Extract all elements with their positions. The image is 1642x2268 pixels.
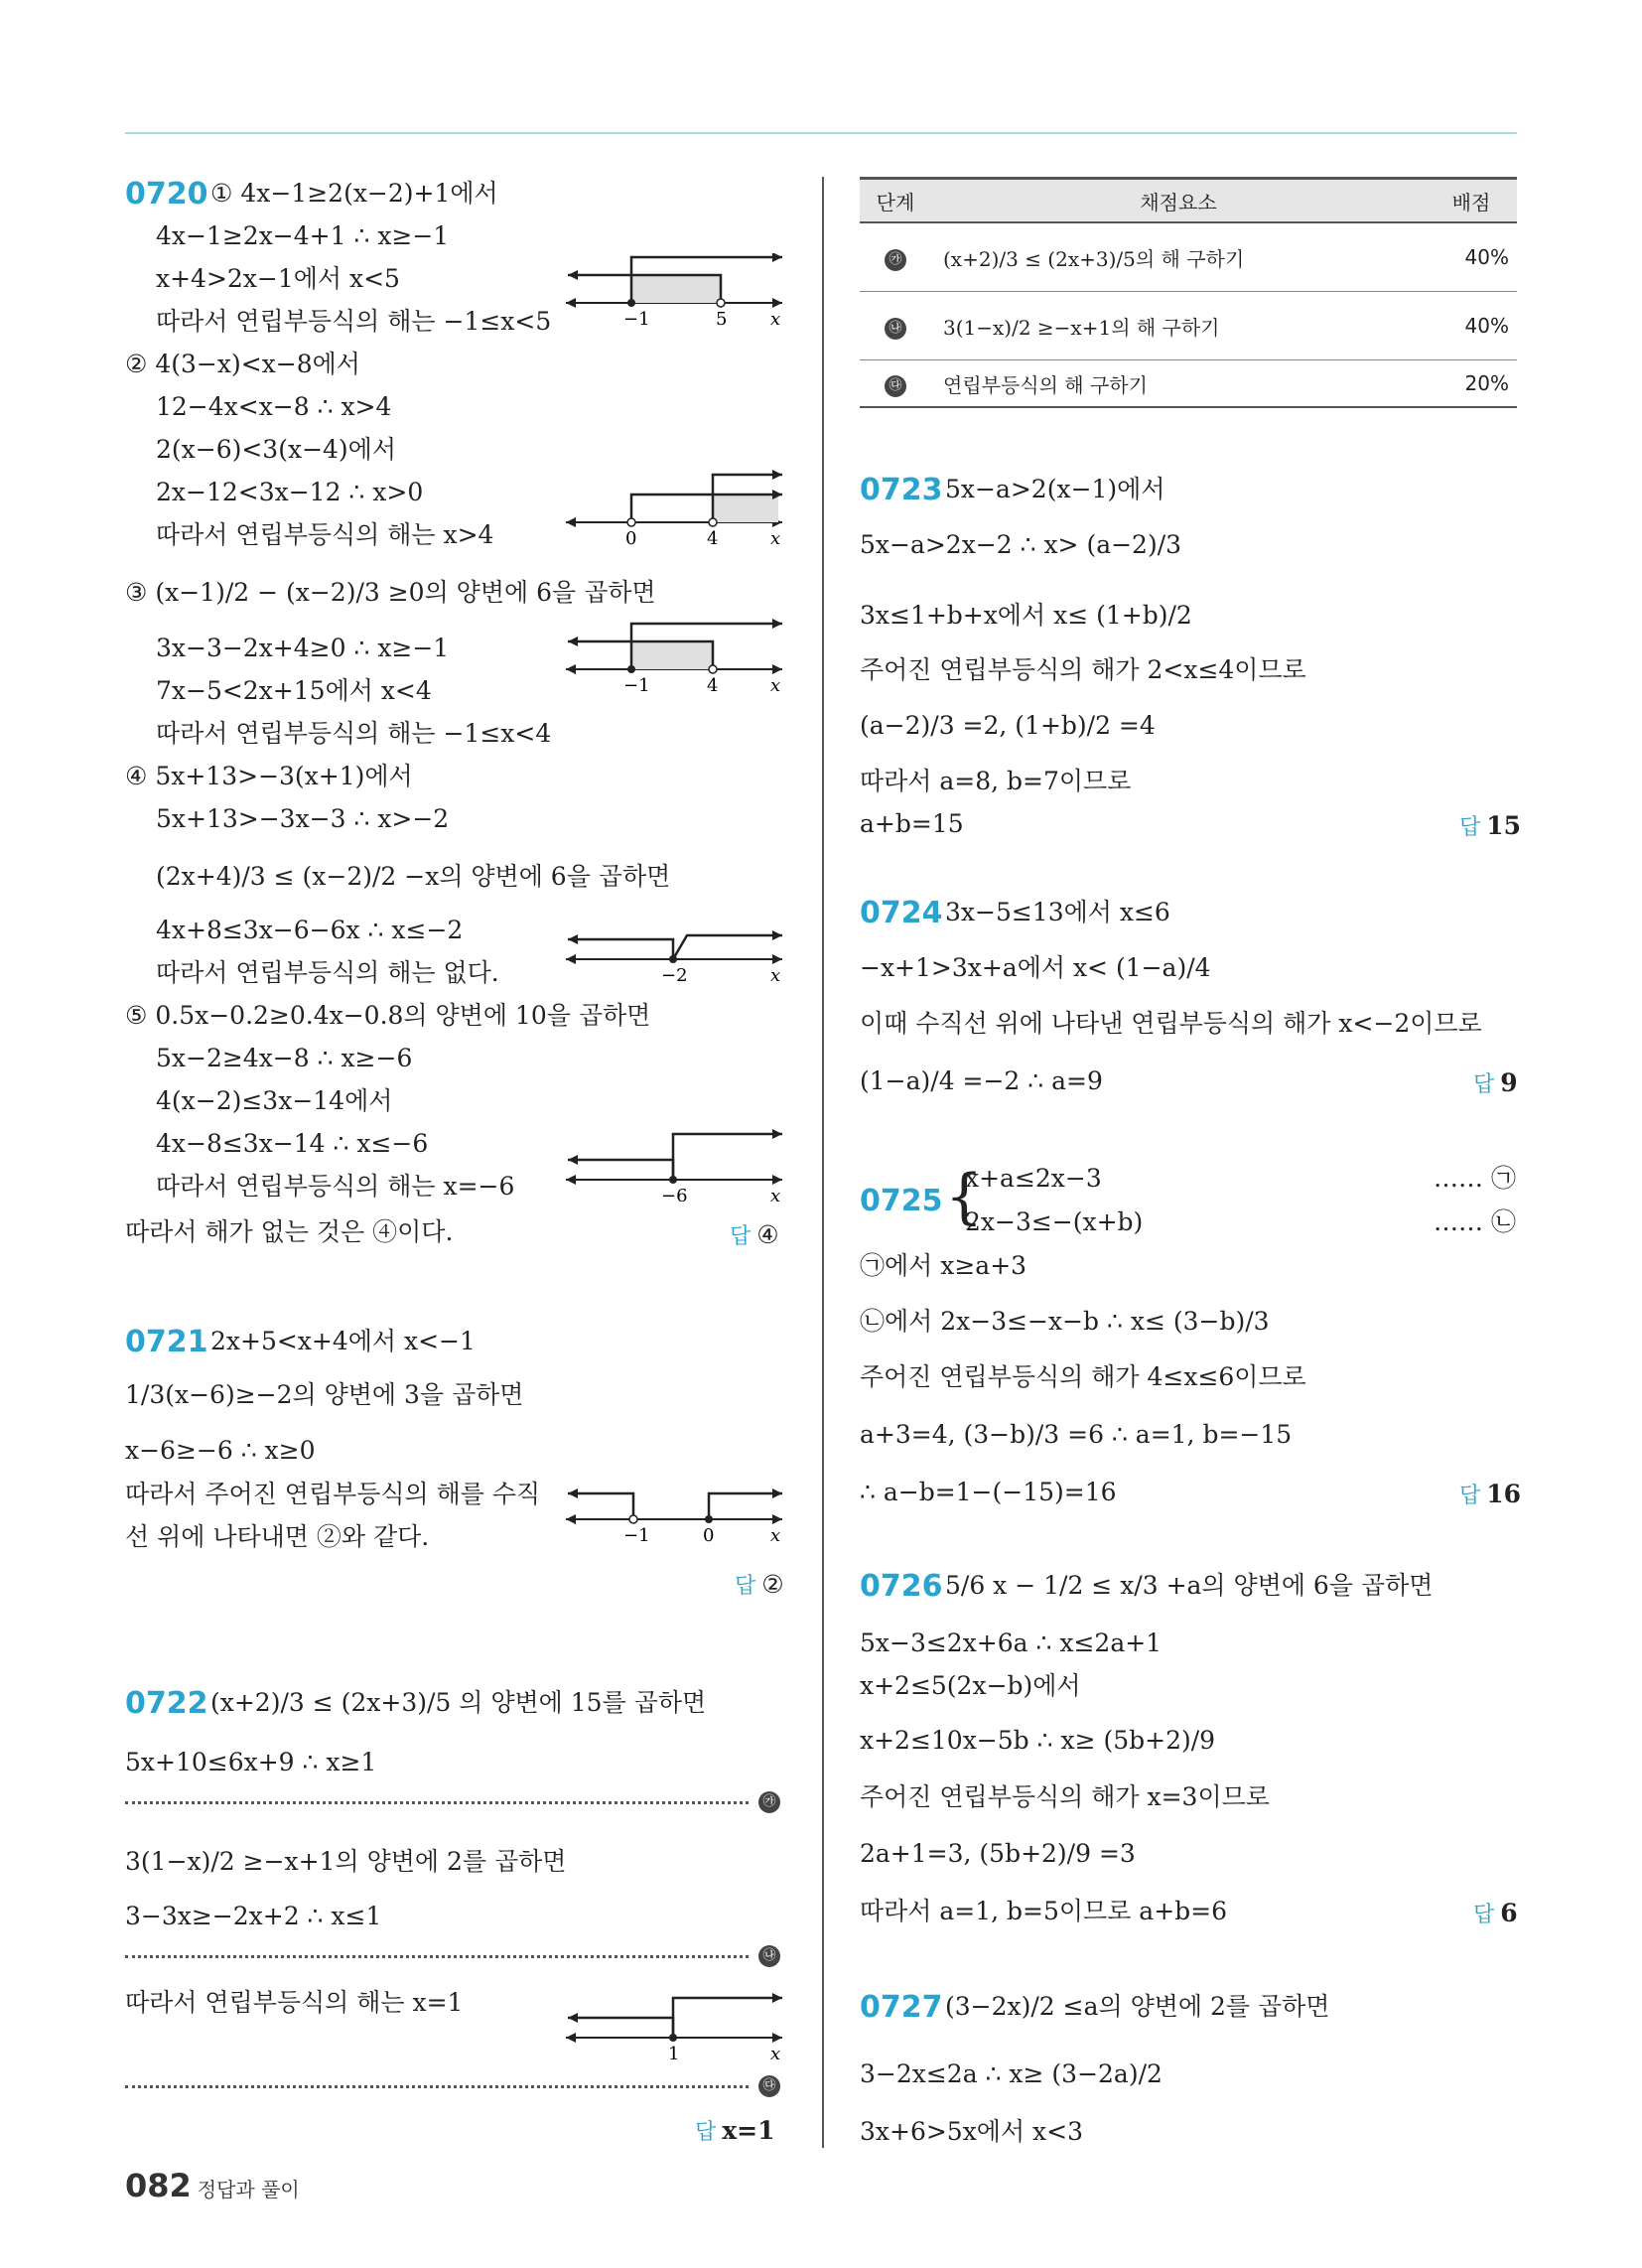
text-line: 따라서 a=1, b=5이므로 a+b=6 — [860, 1897, 1228, 1925]
header-step: 단계 — [860, 179, 931, 223]
text-line: a+b=15 — [860, 809, 964, 838]
text-line: x−6≥−6 ∴ x≥0 — [125, 1436, 316, 1465]
svg-text:x: x — [770, 309, 781, 330]
text-line: (1−a)/4 =−2 ∴ a=9 — [860, 1066, 1103, 1095]
step-mark: ㉯ — [758, 1945, 780, 1967]
answer-0722: 답 x=1 — [695, 2116, 775, 2145]
svg-text:4: 4 — [707, 675, 719, 696]
rubric-item: 3(1−x)/2 ≥−x+1의 해 구하기 — [931, 292, 1426, 360]
text-line: 따라서 연립부등식의 해는 x=−6 — [156, 1172, 515, 1201]
svg-text:−1: −1 — [623, 675, 650, 696]
rubric-score: 40% — [1426, 222, 1517, 292]
problem-number-0723: 0723 — [860, 473, 943, 507]
problem-number-0724: 0724 — [860, 896, 943, 930]
text-line: 2x−12<3x−12 ∴ x>0 — [156, 478, 424, 506]
svg-text:x: x — [770, 1525, 781, 1543]
text-line: ① 4x−1≥2(x−2)+1에서 — [210, 179, 498, 208]
problem-number-0727: 0727 — [860, 1990, 943, 2025]
brace: { — [945, 1162, 984, 1231]
number-line-3 — [562, 618, 786, 697]
number-line-0722 — [562, 1988, 786, 2067]
text-line: −x+1>3x+a에서 x< (1−a)/4 — [860, 953, 1211, 982]
page-number: 082 — [125, 2167, 192, 2204]
number-line-4 — [562, 914, 786, 983]
text-line: 4x−8≤3x−14 ∴ x≤−6 — [156, 1129, 429, 1158]
text-line: x+2≤5(2x−b)에서 — [860, 1671, 1081, 1700]
answer-0720: 답 ④ — [730, 1220, 779, 1249]
text-line: 3x+6>5x에서 x<3 — [860, 2117, 1084, 2146]
text-line: (a−2)/3 =2, (1+b)/2 =4 — [860, 711, 1156, 740]
text-line: (x+2)/3 ≤ (2x+3)/5 의 양변에 15를 곱하면 — [210, 1688, 707, 1717]
text-line: 12−4x<x−8 ∴ x>4 — [156, 392, 392, 421]
text-line: 3−3x≥−2x+2 ∴ x≤1 — [125, 1902, 382, 1930]
svg-text:x: x — [770, 965, 781, 983]
text-line: ② 4(3−x)<x−8에서 — [125, 350, 360, 378]
text-line: x+4>2x−1에서 x<5 — [156, 264, 400, 293]
svg-text:x: x — [770, 675, 781, 696]
svg-text:x: x — [770, 528, 781, 546]
text-line: 4x+8≤3x−6−6x ∴ x≤−2 — [156, 916, 464, 944]
equation-tag: …… ㉡ — [1434, 1207, 1516, 1236]
number-line-5 — [562, 1122, 786, 1202]
text-line: 1/3(x−6)≥−2의 양변에 3을 곱하면 — [125, 1380, 524, 1409]
text-line: 따라서 연립부등식의 해는 −1≤x<5 — [156, 307, 552, 336]
rubric-item: (x+2)/3 ≤ (2x+3)/5의 해 구하기 — [931, 222, 1426, 292]
text-line: 3(1−x)/2 ≥−x+1의 양변에 2를 곱하면 — [125, 1847, 567, 1876]
footer-title: 정답과 풀이 — [197, 2178, 300, 2201]
text-line: ⑤ 0.5x−0.2≥0.4x−0.8의 양변에 10을 곱하면 — [125, 1001, 651, 1030]
step-mark: ㉰ — [758, 2075, 780, 2097]
text-line: 5x−a>2(x−1)에서 — [945, 475, 1165, 503]
text-line: 2(x−6)<3(x−4)에서 — [156, 435, 396, 464]
text-line: 따라서 해가 없는 것은 ④이다. — [125, 1217, 454, 1246]
answer-0721: 답 ② — [735, 1570, 784, 1599]
rubric-table — [860, 177, 1517, 408]
text-line: 3x−5≤13에서 x≤6 — [945, 898, 1170, 926]
text-line: 5x+10≤6x+9 ∴ x≥1 — [125, 1748, 377, 1776]
text-line: a+3=4, (3−b)/3 =6 ∴ a=1, b=−15 — [860, 1420, 1293, 1449]
rubric-score: 40% — [1426, 292, 1517, 360]
step-mark: ㉮ — [758, 1791, 780, 1813]
header-rule — [125, 132, 1517, 134]
text-line: 주어진 연립부등식의 해가 2<x≤4이므로 — [860, 655, 1306, 684]
svg-text:x: x — [770, 2044, 781, 2064]
text-line: x+a≤2x−3 — [965, 1164, 1102, 1193]
text-line: 2x−3≤−(x+b) — [965, 1207, 1144, 1236]
svg-text:0: 0 — [625, 528, 637, 546]
step-mark: ㉰ — [885, 375, 906, 397]
answer-0725: 답 16 — [1459, 1480, 1522, 1508]
number-line-2 — [562, 467, 786, 546]
text-line: 3x−3−2x+4≥0 ∴ x≥−1 — [156, 634, 450, 662]
equation-tag: …… ㉠ — [1434, 1164, 1516, 1193]
text-line: 따라서 연립부등식의 해는 없다. — [156, 958, 499, 987]
dotted-rule — [125, 2085, 749, 2088]
text-line: 주어진 연립부등식의 해가 x=3이므로 — [860, 1782, 1270, 1811]
dotted-rule — [125, 1801, 749, 1804]
text-line: ∴ a−b=1−(−15)=16 — [860, 1478, 1117, 1506]
svg-text:5: 5 — [716, 309, 728, 330]
rubric-score: 20% — [1426, 360, 1517, 408]
text-line: ④ 5x+13>−3(x+1)에서 — [125, 762, 413, 790]
text-line: 4(x−2)≤3x−14에서 — [156, 1086, 393, 1115]
text-line: 5x+13>−3x−3 ∴ x>−2 — [156, 804, 450, 833]
problem-number-0725: 0725 — [860, 1184, 943, 1218]
text-line: 5x−3≤2x+6a ∴ x≤2a+1 — [860, 1629, 1163, 1657]
text-line: 이때 수직선 위에 나타낸 연립부등식의 해가 x<−2이므로 — [860, 1009, 1482, 1038]
number-line-1 — [562, 253, 786, 333]
svg-text:x: x — [770, 1186, 781, 1202]
text-line: 7x−5<2x+15에서 x<4 — [156, 676, 432, 705]
svg-text:−6: −6 — [661, 1186, 688, 1202]
text-line: 5x−2≥4x−8 ∴ x≥−6 — [156, 1044, 413, 1072]
rubric-item: 연립부등식의 해 구하기 — [931, 360, 1426, 408]
text-line: 따라서 연립부등식의 해는 −1≤x<4 — [156, 719, 552, 748]
text-line: ㉠에서 x≥a+3 — [860, 1251, 1027, 1280]
text-line: 3x≤1+b+x에서 x≤ (1+b)/2 — [860, 601, 1192, 630]
svg-text:−1: −1 — [623, 1525, 650, 1543]
svg-text:−2: −2 — [661, 965, 688, 983]
text-line: (3−2x)/2 ≤a의 양변에 2를 곱하면 — [945, 1992, 1330, 2021]
page-footer — [125, 2167, 300, 2204]
answer-0724: 답 9 — [1473, 1068, 1518, 1097]
text-line: 주어진 연립부등식의 해가 4≤x≤6이므로 — [860, 1362, 1306, 1391]
text-line: 2x+5<x+4에서 x<−1 — [210, 1327, 476, 1355]
text-line: 따라서 연립부등식의 해는 x=1 — [125, 1988, 464, 2017]
text-line: 선 위에 나타내면 ②와 같다. — [125, 1522, 430, 1551]
problem-number-0726: 0726 — [860, 1569, 943, 1604]
step-mark: ㉮ — [885, 249, 906, 271]
answer-0723: 답 15 — [1459, 811, 1522, 840]
text-line: 5/6 x − 1/2 ≤ x/3 +a의 양변에 6을 곱하면 — [945, 1571, 1434, 1600]
text-line: 2a+1=3, (5b+2)/9 =3 — [860, 1839, 1136, 1868]
number-line-0721 — [562, 1474, 786, 1543]
answer-0726: 답 6 — [1473, 1899, 1518, 1927]
column-divider — [822, 177, 824, 2148]
problem-number-0720: 0720 — [125, 177, 208, 212]
svg-text:0: 0 — [703, 1525, 715, 1543]
text-line: 4x−1≥2x−4+1 ∴ x≥−1 — [156, 221, 450, 250]
step-mark: ㉯ — [885, 318, 906, 340]
problem-number-0722: 0722 — [125, 1686, 208, 1721]
svg-text:1: 1 — [668, 2044, 680, 2064]
header-score: 배점 — [1426, 179, 1517, 223]
svg-text:4: 4 — [707, 528, 719, 546]
text-line: x+2≤10x−5b ∴ x≥ (5b+2)/9 — [860, 1726, 1216, 1755]
text-line: ㉡에서 2x−3≤−x−b ∴ x≤ (3−b)/3 — [860, 1307, 1270, 1336]
text-line: 따라서 주어진 연립부등식의 해를 수직 — [125, 1480, 541, 1508]
text-line: 따라서 a=8, b=7이므로 — [860, 767, 1132, 795]
svg-text:−1: −1 — [623, 309, 650, 330]
text-line: (2x+4)/3 ≤ (x−2)/2 −x의 양변에 6을 곱하면 — [156, 862, 671, 891]
header-item: 채점요소 — [931, 179, 1426, 223]
dotted-rule — [125, 1955, 749, 1958]
text-line: 따라서 연립부등식의 해는 x>4 — [156, 520, 494, 549]
problem-number-0721: 0721 — [125, 1325, 208, 1359]
text-line: 5x−a>2x−2 ∴ x> (a−2)/3 — [860, 530, 1182, 559]
text-line: ③ (x−1)/2 − (x−2)/3 ≥0의 양변에 6을 곱하면 — [125, 578, 656, 607]
text-line: 3−2x≤2a ∴ x≥ (3−2a)/2 — [860, 2059, 1163, 2088]
